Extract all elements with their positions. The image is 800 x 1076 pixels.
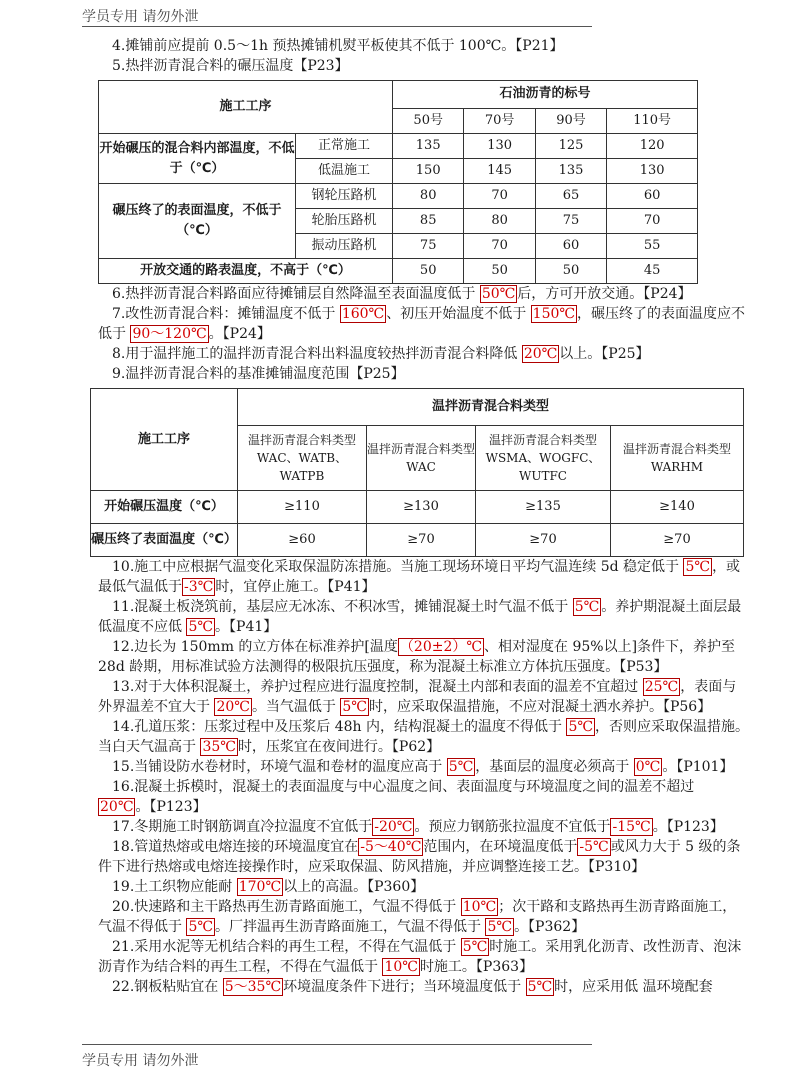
t1-sub: 正常施工 <box>296 134 393 159</box>
item-5: 5.热拌沥青混合料的碾压温度【P23】 <box>112 58 349 74</box>
t2-row-label: 碾压终了表面温度（℃） <box>91 524 238 557</box>
item-18: 18.管道热熔或电熔连接的环境温度宜在 -5～40℃ 范围内，在环境温度低于 -5℃ 或风力大于 5 级的条件下进行热熔或电熔连接操作时，应采取保温、防风措施，并应调整连接工艺。【P310】 <box>98 839 741 875</box>
highlight-value: 90～120℃ <box>132 326 207 342</box>
highlight-value: -20℃ <box>374 819 413 835</box>
highlight-value: 150℃ <box>532 306 576 322</box>
highlight-value: 5℃ <box>448 759 474 775</box>
highlight-value: 5℃ <box>527 979 553 995</box>
highlight-value: 170℃ <box>238 879 282 895</box>
page-header: 学员专用 请勿外泄 <box>82 9 199 25</box>
t1-group-traffic: 开放交通的路表温度，不高于（℃） <box>99 259 393 284</box>
t1-cell: 145 <box>464 159 535 184</box>
t1-cell: 75 <box>393 234 464 259</box>
highlight-value: 5℃ <box>487 919 513 935</box>
highlight-value: 0℃ <box>635 759 661 775</box>
t1-cell: 55 <box>607 234 698 259</box>
t1-header-group: 石油沥青的标号 <box>393 81 698 109</box>
t1-cell: 135 <box>535 159 606 184</box>
t1-cell: 130 <box>607 159 698 184</box>
item-20: 20.快速路和主干路热再生沥青路面施工，气温不得低于 10℃ ；次干路和支路热再生沥青路面施工，气温不得低于 5℃ 。厂拌温再生沥青路面施工，气温不得低于 5℃ 。【P362】 <box>98 899 737 935</box>
t1-cell: 80 <box>464 209 535 234</box>
t1-cell: 150 <box>393 159 464 184</box>
t1-cell: 120 <box>607 134 698 159</box>
header-divider <box>82 26 592 27</box>
warm-mix-table <box>90 388 744 557</box>
t2-cell: ≥140 <box>611 491 744 524</box>
highlight-value: -3℃ <box>184 579 214 595</box>
highlight-value: 5℃ <box>462 939 488 955</box>
highlight-value: 5℃ <box>685 559 711 575</box>
highlight-value: 5℃ <box>188 619 214 635</box>
highlight-value: （20±2）℃ <box>399 639 483 655</box>
highlight-value: -5～40℃ <box>360 839 422 855</box>
document-body <box>91 36 750 997</box>
highlight-value: 20℃ <box>216 699 250 715</box>
item-21: 21.采用水泥等无机结合料的再生工程，不得在气温低于 5℃ 时施工。采用乳化沥青、改性沥青、泡沫沥青作为结合料的再生工程，不得在气温低于 10℃ 时施工。【P363】 <box>98 939 742 975</box>
t1-group-end: 碾压终了的表面温度，不低于（℃） <box>99 184 296 259</box>
t1-cell: 70 <box>607 209 698 234</box>
item-14: 14.孔道压浆：压浆过程中及压浆后 48h 内，结构混凝土的温度不得低于 5℃ ，否则应采取保温措施。当白天气温高于 35℃ 时，压浆宜在夜间进行。【P62】 <box>98 719 750 755</box>
item-6: 6.热拌沥青混合料路面应待摊铺层自然降温至表面温度低于 50℃ 后，方可开放交通。【P24】 <box>112 286 692 302</box>
item-11: 11.混凝土板浇筑前，基层应无冰冻、不积冰雪，摊铺混凝土时气温不低于 5℃ 。养护期混凝土面层最低温度不应低 5℃ 。【P41】 <box>98 599 742 635</box>
t2-cell: ≥70 <box>476 524 611 557</box>
highlight-value: 35℃ <box>202 739 236 755</box>
t1-cell: 135 <box>393 134 464 159</box>
item-10: 10.施工中应根据气温变化采取保温防冻措施。当施工现场环境日平均气温连续 5d 稳定低于 5℃ ，或最低气温低于 -3℃ 时，宜停止施工。【P41】 <box>98 559 741 595</box>
t2-type: 温拌沥青混合料类型WAC、WATB、WATPB <box>238 426 367 491</box>
item-13: 13.对于大体积混凝土，养护过程应进行温度控制，混凝土内部和表面的温差不宜超过 25℃ ，表面与外界温差不宜大于 20℃ 。当气温低于 5℃ 时，应采取保温措施，不应对混凝土洒水养护。【P56】 <box>98 679 737 715</box>
t1-cell: 60 <box>535 234 606 259</box>
t1-sub: 振动压路机 <box>296 234 393 259</box>
t2-cell: ≥60 <box>238 524 367 557</box>
t1-cell: 130 <box>464 134 535 159</box>
highlight-value: 25℃ <box>644 679 679 695</box>
t1-cell: 50 <box>464 259 535 284</box>
t1-header-process: 施工工序 <box>99 81 393 134</box>
item-9: 9.温拌沥青混合料的基准摊铺温度范围【P25】 <box>112 366 405 382</box>
highlight-value: 5～35℃ <box>224 979 282 995</box>
highlight-value: 50℃ <box>481 286 516 302</box>
t2-cell: ≥70 <box>367 524 476 557</box>
highlight-value: 160℃ <box>341 306 385 322</box>
item-19: 19.土工织物应能耐 170℃ 以上的高温。【P360】 <box>112 879 425 895</box>
t1-cell: 65 <box>535 184 606 209</box>
item-12: 12.边长为 150mm 的立方体在标准养护[温度 （20±2）℃ 、相对湿度在 95%以上]条件下，养护至 28d 龄期，用标准试验方法测得的极限抗压强度，称为混凝土标准立方体抗压强度。【P53】 <box>98 639 736 675</box>
highlight-value: 5℃ <box>574 599 600 615</box>
t1-sub: 低温施工 <box>296 159 393 184</box>
item-22: 22.钢板粘贴宜在 5～35℃ 环境温度条件下进行；当环境温度低于 5℃ 时，应采用低 温环境配套 <box>112 979 713 995</box>
highlight-value: -5℃ <box>579 839 609 855</box>
t2-cell: ≥70 <box>611 524 744 557</box>
t1-cell: 60 <box>607 184 698 209</box>
t1-grade-90: 90号 <box>535 108 606 133</box>
t2-cell: ≥110 <box>238 491 367 524</box>
t1-cell: 70 <box>464 184 535 209</box>
t1-cell: 50 <box>393 259 464 284</box>
item-4: 4.摊铺前应提前 0.5～1h 预热摊铺机熨平板使其不低于 100℃。【P21】 <box>112 38 564 54</box>
highlight-value: 20℃ <box>523 346 558 362</box>
t1-group-start: 开始碾压的混合料内部温度，不低于（℃） <box>99 134 296 184</box>
footer-divider <box>82 1044 592 1045</box>
t2-header-group: 温拌沥青混合料类型 <box>238 389 744 426</box>
t1-grade-50: 50号 <box>393 108 464 133</box>
t2-type: 温拌沥青混合料类型WSMA、WOGFC、WUTFC <box>476 426 611 491</box>
item-17: 17.冬期施工时钢筋调直冷拉温度不宜低于 -20℃ 。预应力钢筋张拉温度不宜低于 -15℃ 。【P123】 <box>112 819 724 835</box>
highlight-value: 10℃ <box>384 959 418 975</box>
t2-cell: ≥130 <box>367 491 476 524</box>
highlight-value: 20℃ <box>100 799 134 815</box>
item-16: 16.混凝土拆模时，混凝土的表面温度与中心温度之间、表面温度与环境温度之间的温差不超过 20℃ 。【P123】 <box>100 779 695 815</box>
highlight-value: 5℃ <box>342 699 367 715</box>
t1-cell: 50 <box>535 259 606 284</box>
t1-cell: 70 <box>464 234 535 259</box>
highlight-value: 10℃ <box>462 899 497 915</box>
t2-cell: ≥135 <box>476 491 611 524</box>
t2-row-label: 开始碾压温度（℃） <box>91 491 238 524</box>
t2-type: 温拌沥青混合料类型WAC <box>367 426 476 491</box>
t1-sub: 轮胎压路机 <box>296 209 393 234</box>
t1-cell: 80 <box>393 184 464 209</box>
t2-type: 温拌沥青混合料类型WARHM <box>611 426 744 491</box>
item-7: 7.改性沥青混合料：摊铺温度不低于 160℃ 、初压开始温度不低于 150℃ ，碾压终了的表面温度应不低于 90～120℃ 。【P24】 <box>98 306 746 342</box>
t1-sub: 钢轮压路机 <box>296 184 393 209</box>
page-footer: 学员专用 请勿外泄 <box>82 1053 199 1069</box>
highlight-value: -15℃ <box>612 819 651 835</box>
highlight-value: 5℃ <box>188 919 214 935</box>
t2-header-process: 施工工序 <box>91 389 238 491</box>
item-15: 15.当铺设防水卷材时，环境气温和卷材的温度应高于 5℃ ，基面层的温度必须高于 0℃ 。【P101】 <box>112 759 734 775</box>
t1-grade-70: 70号 <box>464 108 535 133</box>
highlight-value: 5℃ <box>568 719 594 735</box>
t1-grade-110: 110号 <box>607 108 698 133</box>
t1-cell: 125 <box>535 134 606 159</box>
t1-cell: 45 <box>607 259 698 284</box>
t1-cell: 75 <box>535 209 606 234</box>
asphalt-compaction-table <box>98 80 698 284</box>
t1-cell: 85 <box>393 209 464 234</box>
item-8: 8.用于温拌施工的温拌沥青混合料出料温度较热拌沥青混合料降低 20℃ 以上。【P25】 <box>112 346 650 362</box>
